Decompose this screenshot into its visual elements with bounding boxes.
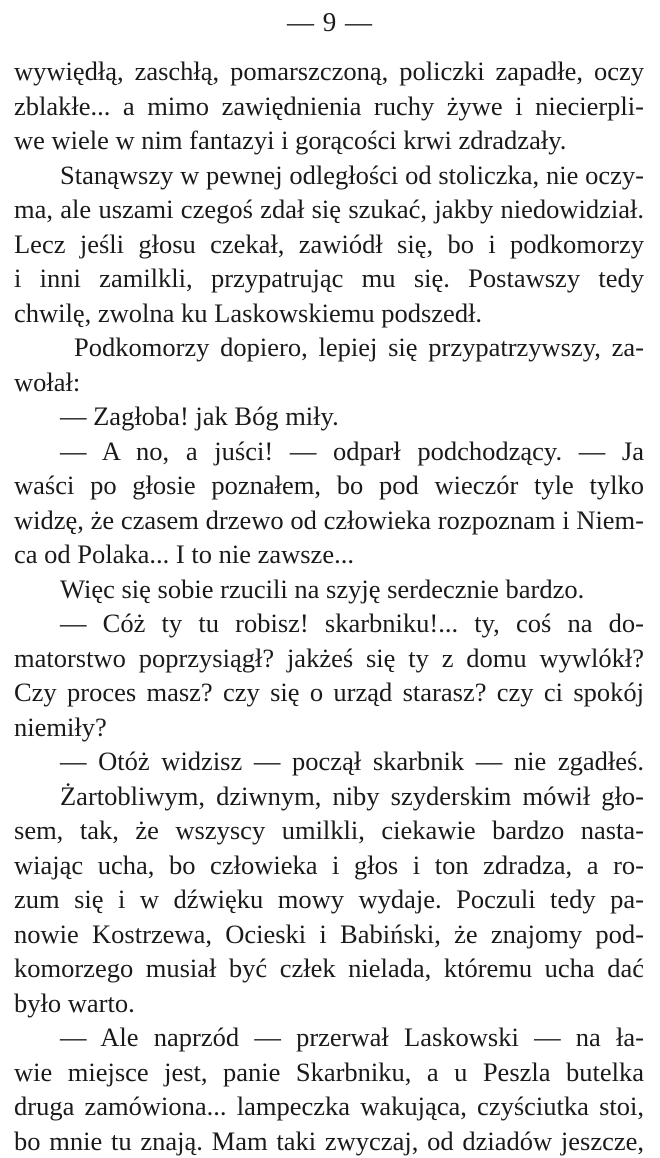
text-line: matorstwo poprzysiągł? jakżeś się ty z domu wywlókł? [14, 641, 644, 676]
text-line: ma, ale uszami czegoś zdał się szukać, jakby niedowidział. [14, 192, 644, 227]
text-line: bo mnie tu znają. Mam taki zwyczaj, od dziadów jeszcze, [14, 1124, 644, 1158]
text-line: wołał: [14, 365, 644, 400]
text-line: wiając ucha, bo człowieka i głos i ton zdradza, a ro- [14, 848, 644, 883]
text-line: ca od Polaka... I to nie zawsze... [14, 537, 644, 572]
text-line: niemiły? [14, 710, 644, 745]
text-line: zblakłe... a mimo zawiędnienia ruchy żywe i niecierpli- [14, 89, 644, 124]
text-line: waści po głosie poznałem, bo pod wieczór tyle tylko [14, 468, 644, 503]
text-line: widzę, że czasem drzewo od człowieka rozpoznam i Niem- [14, 503, 644, 538]
text-line: Żartobliwym, dziwnym, niby szyderskim mówił gło- [14, 779, 644, 814]
text-line: Czy proces masz? czy się o urząd starasz? czy ci spokój [14, 675, 644, 710]
text-line: wie miejsce jest, panie Skarbniku, a u Peszla butelka [14, 1055, 644, 1090]
text-line: Więc się sobie rzucili na szyję serdecznie bardzo. [14, 572, 644, 607]
text-line: we wiele w nim fantazyi i gorącości krwi zdradzały. [14, 123, 644, 158]
text-line: chwilę, zwolna ku Laskowskiemu podszedł. [14, 296, 644, 331]
text-line: — Otóż widzisz — począł skarbnik — nie zgadłeś. [14, 744, 644, 779]
text-line: — Ale naprzód — przerwał Laskowski — na ła- [14, 1020, 644, 1055]
text-line: nowie Kostrzewa, Ocieski i Babiński, że znajomy pod- [14, 917, 644, 952]
text-line: komorzego musiał być człek nielada, któremu ucha dać [14, 951, 644, 986]
text-line: Podkomorzy dopiero, lepiej się przypatrzywszy, za- [14, 330, 644, 365]
text-line: — Zagłoba! jak Bóg miły. [14, 399, 644, 434]
text-line: — A no, a juści! — odparł podchodzący. — Ja [14, 434, 644, 469]
text-line: Stanąwszy w pewnej odległości od stoliczka, nie oczy- [14, 158, 644, 193]
text-line: — Cóż ty tu robisz! skarbniku!... ty, coś na do- [14, 606, 644, 641]
text-line: zum się i w dźwięku mowy wydaje. Poczuli tedy pa- [14, 882, 644, 917]
page-text [14, 54, 644, 1158]
page-number: — 9 — [0, 2, 660, 42]
text-line: było warto. [14, 986, 644, 1021]
text-line: druga zamówiona... lampeczka wakująca, czyściutka stoi, [14, 1089, 644, 1124]
text-line: i inni zamilkli, przypatrując mu się. Postawszy tedy [14, 261, 644, 296]
text-line: wywiędłą, zaschłą, pomarszczoną, policzki zapadłe, oczy [14, 54, 644, 89]
text-line: sem, tak, że wszyscy umilkli, ciekawie bardzo nasta- [14, 813, 644, 848]
text-line: Lecz jeśli głosu czekał, zawiódł się, bo i podkomorzy [14, 227, 644, 262]
